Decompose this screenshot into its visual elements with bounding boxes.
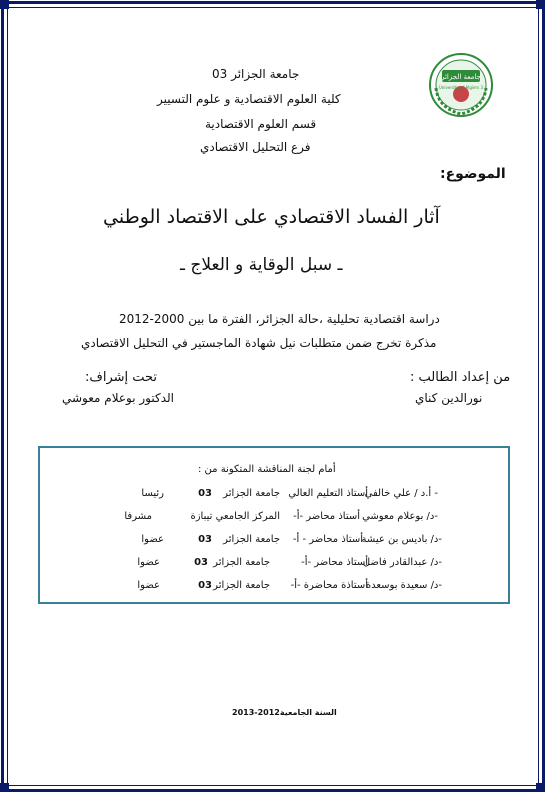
committee-box xyxy=(38,446,510,604)
member-rank: أستاذة محاضرة -أ- xyxy=(290,580,368,591)
member-institution: المركز الجامعي تيبازة xyxy=(190,511,280,522)
thesis-subtitle: ـ سبل الوقاية و العلاج ـ xyxy=(180,255,343,275)
frame-corner xyxy=(536,0,545,9)
thesis-description: مذكرة تخرج ضمن متطلبات نيل شهادة الماجستير في التحليل الاقتصادي xyxy=(81,336,437,350)
academic-year: السنة الجامعية2012-2013 xyxy=(232,708,337,717)
thesis-title: آثار الفساد الاقتصادي على الاقتصاد الوطني xyxy=(103,206,440,228)
member-institution: جامعة الجزائر xyxy=(223,534,280,545)
member-institution-number: 03 xyxy=(194,557,208,568)
member-name: -د/ باديس بن عيشة xyxy=(361,534,442,545)
university-name: جامعة الجزائر 03 xyxy=(212,67,300,81)
supervisor-label: تحت إشراف: xyxy=(85,370,158,385)
faculty-name: كلية العلوم الاقتصادية و علوم التسيير xyxy=(157,92,341,106)
committee-member-row xyxy=(36,534,508,552)
committee-heading: أمام لجنة المناقشة المتكونة من : xyxy=(198,464,336,475)
member-name: -د/ سعيدة بوسعدة xyxy=(365,580,442,591)
logo-text-top: جامعة الجزائر xyxy=(441,73,481,81)
member-rank: أستاذ التعليم العالي xyxy=(288,488,368,499)
frame-corner xyxy=(536,783,545,792)
member-rank: أستاذ محاضر -أ- xyxy=(301,557,368,568)
branch-name: فرع التحليل الاقتصادي xyxy=(200,140,311,154)
member-name: - أ.د / علي خالفي xyxy=(364,488,438,499)
member-role: عضوا xyxy=(137,557,160,568)
student-name: نورالدين كناي xyxy=(415,391,483,405)
frame-corner xyxy=(0,783,9,792)
study-description: دراسة اقتصادية تحليلية ،حالة الجزائر، الفترة ما بين 2000-2012 xyxy=(119,312,440,326)
member-institution: جامعة الجزائر xyxy=(223,488,280,499)
supervisor-name: الدكتور بوعلام معوشي xyxy=(62,391,175,405)
committee-member-row xyxy=(36,511,508,529)
member-institution: جامعة الجزائر xyxy=(213,580,270,591)
member-role: مشرفا xyxy=(124,511,152,522)
member-name: -د/ بوعلام معوشي xyxy=(362,511,438,522)
member-role: رئيسا xyxy=(141,488,164,499)
subject-label: الموضوع: xyxy=(440,166,506,182)
committee-member-row xyxy=(36,557,508,575)
member-role: عضوا xyxy=(141,534,164,545)
member-institution-number: 03 xyxy=(198,488,212,499)
department-name: قسم العلوم الاقتصادية xyxy=(205,117,317,131)
member-role: عضوا xyxy=(137,580,160,591)
member-name: -د/ عبدالقادر فاضل xyxy=(362,557,442,568)
committee-member-row xyxy=(36,580,508,598)
student-label: من إعداد الطالب : xyxy=(410,370,511,385)
university-logo xyxy=(428,52,494,118)
committee-member-row xyxy=(36,488,508,506)
frame-corner xyxy=(0,0,9,9)
member-institution: جامعة الجزائر xyxy=(213,557,270,568)
member-institution-number: 03 xyxy=(198,534,212,545)
logo-text-mid: University of Algiers 3 xyxy=(438,85,484,90)
member-rank: أستاذ محاضر -أ- xyxy=(293,511,360,522)
member-rank: أستاذ محاضر - أ- xyxy=(292,534,363,545)
member-institution-number: 03 xyxy=(198,580,212,591)
